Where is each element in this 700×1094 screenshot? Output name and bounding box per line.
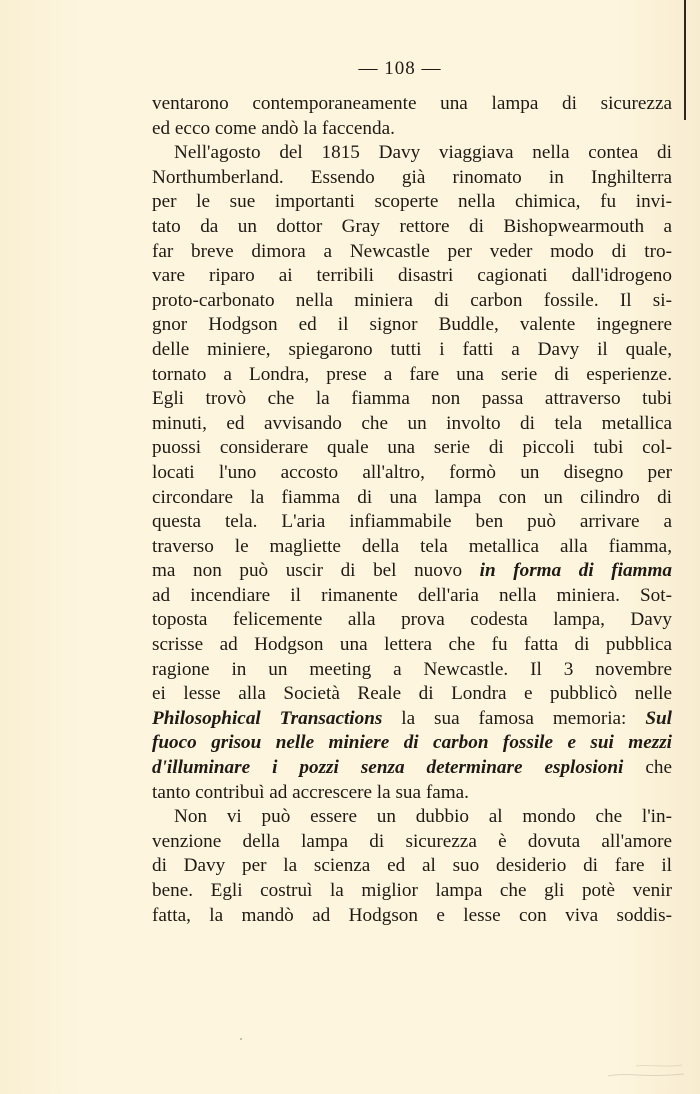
text-line: ventarono contemporaneamente una lampa di sicurezza <box>152 93 672 114</box>
text-line: di Davy per la scienza ed al suo desiderio di fare il <box>152 855 672 877</box>
text-line: proto-carbonato nella miniera di carbon fossile. Il si- <box>152 289 672 311</box>
text-line: locati l'uno accosto all'altro, formò un disegno per <box>152 461 672 483</box>
emphasis-memoria-title-1: Sul <box>645 707 672 729</box>
text-line: minuti, ed avvisando che un involto di tela metallica <box>152 412 672 434</box>
body-text <box>152 92 672 928</box>
text-line: per le sue importanti scoperte nella chimica, fu invi- <box>152 191 672 213</box>
text-line: Northumberland. Essendo già rinomato in Inghilterra <box>152 166 672 188</box>
text-line: Nell'agosto del 1815 Davy viaggiava nella contea di <box>174 142 672 164</box>
text-line: Non vi può essere un dubbio al mondo che l'in- <box>174 806 672 828</box>
page-number: — 108 — <box>358 58 442 79</box>
text-line: ad incendiare il rimanente dell'aria nella miniera. Sot- <box>152 584 672 606</box>
text-line: gnor Hodgson ed il signor Buddle, valente ingegnere <box>152 314 672 336</box>
paper-speck <box>240 1038 242 1040</box>
text-line: puossi considerare quale una serie di piccoli tubi col- <box>152 437 672 459</box>
text-line: far breve dimora a Newcastle per veder modo di tro- <box>152 240 672 262</box>
text-line: tornato a Londra, prese a fare una serie di esperienze. <box>152 363 672 385</box>
text-line: tanto contribuì ad accrescere la sua fama. <box>152 781 469 803</box>
text-line: delle miniere, spiegarono tutti i fatti a Davy il quale, <box>152 338 672 360</box>
emphasis-memoria-title-3: d'illuminare i pozzi senza determinare esplosioni <box>152 757 624 779</box>
text-line: questa tela. L'aria infiammabile ben può arrivare a <box>152 511 672 533</box>
text-line: Egli trovò che la fiamma non passa attraverso tubi <box>152 388 672 410</box>
emphasis-philosophical-transactions: Philosophical Transactions <box>152 707 383 729</box>
text-line: scrisse ad Hodgson una lettera che fu fatta di pubblica <box>152 634 672 656</box>
text-line-with-emphasis: ma non può uscir di bel nuovo in forma di fiamma <box>152 560 673 582</box>
text-line: ei lesse alla Società Reale di Londra e pubblicò nelle <box>152 683 672 705</box>
text-line-with-emphasis <box>152 731 672 756</box>
text-line: venzione della lampa di sicurezza è dovuta all'amore <box>152 830 672 852</box>
text-line: ed ecco come andò la faccenda. <box>152 117 395 139</box>
emphasis-memoria-title-2: fuoco grisou nelle miniere di carbon fossile e sui mezzi <box>152 732 672 754</box>
text-line: vare riparo ai terribili disastri cagionati dall'idrogeno <box>152 265 672 287</box>
emphasis-in-forma-di-fiamma: in forma di fiamma <box>479 560 673 582</box>
text-line: tato da un dottor Gray rettore di Bishopwearmouth a <box>152 215 672 237</box>
text-line: toposta felicemente alla prova codesta lampa, Davy <box>152 609 672 631</box>
text-line: fatta, la mandò ad Hodgson e lesse con viva soddis- <box>152 904 672 926</box>
text-line-with-emphasis: d'illuminare i pozzi senza determinare esplosioni che <box>152 757 672 779</box>
text-line: ragione in un meeting a Newcastle. Il 3 novembre <box>152 658 672 680</box>
text-line: bene. Egli costruì la miglior lampa che gli potè venir <box>152 880 672 901</box>
text-line: traverso le magliette della tela metallica alla fiamma, <box>152 535 672 557</box>
paper-smudge <box>606 1058 686 1082</box>
text-line: circondare la fiamma di una lampa con un cilindro di <box>152 486 672 508</box>
text-line-with-emphasis: Philosophical Transactions la sua famosa memoria: Sul <box>152 707 672 729</box>
